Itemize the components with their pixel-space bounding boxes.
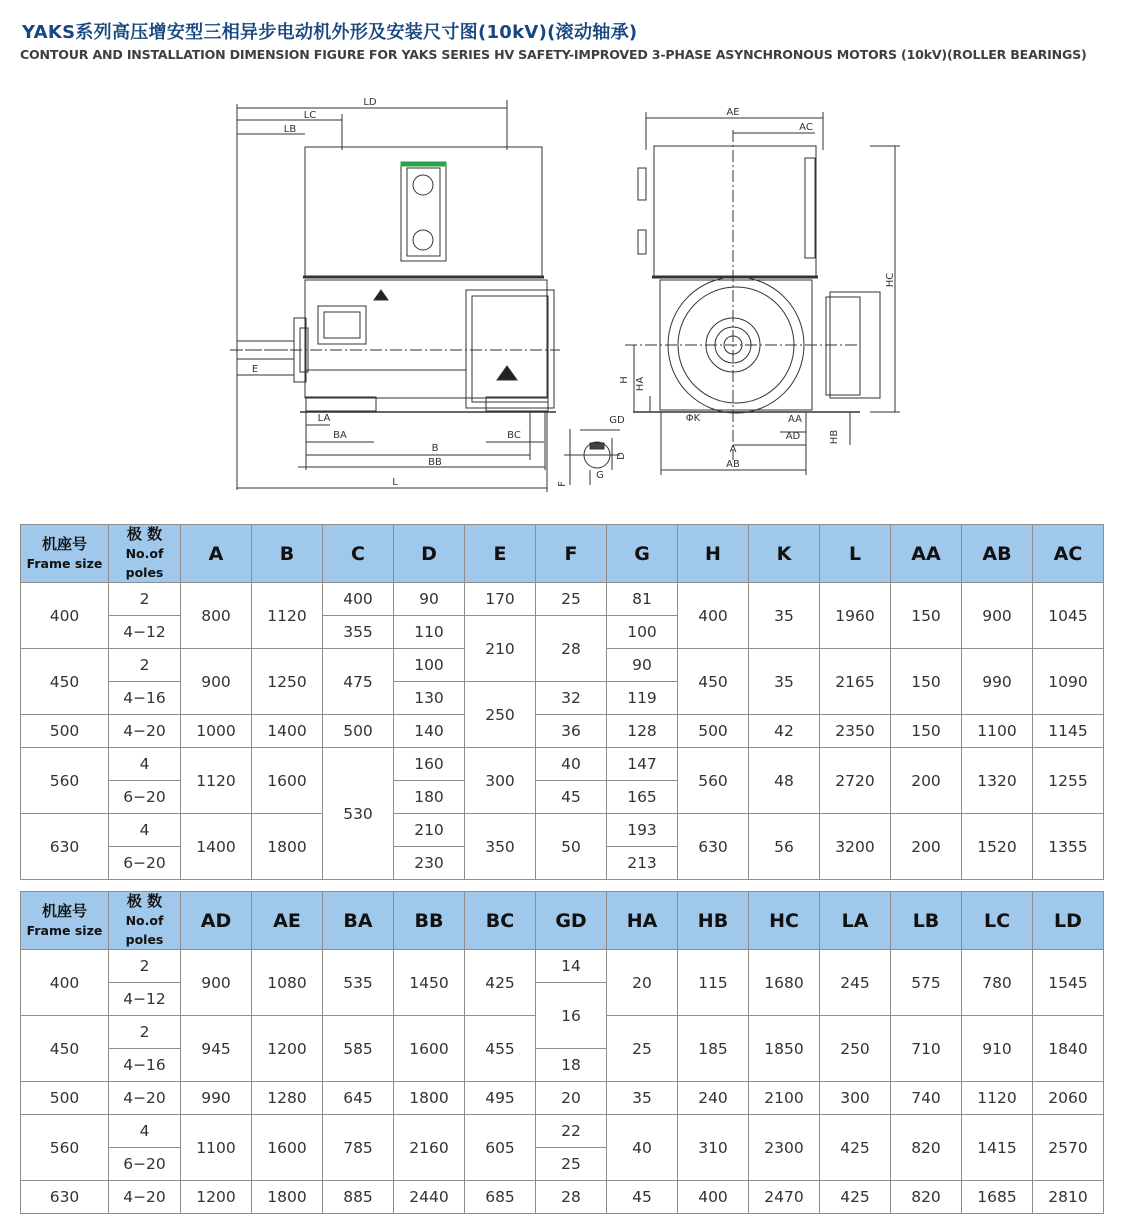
table-cell: 575 xyxy=(891,950,962,1016)
header-a: A xyxy=(181,525,252,583)
table-cell: 14 xyxy=(536,950,607,983)
table-cell: 110 xyxy=(394,616,465,649)
header-ae: AE xyxy=(252,892,323,950)
table-cell: 32 xyxy=(536,682,607,715)
table-cell: 450 xyxy=(678,649,749,715)
table-cell: 1120 xyxy=(252,583,323,649)
table-cell: 1960 xyxy=(820,583,891,649)
table-cell: 90 xyxy=(394,583,465,616)
table-cell: 20 xyxy=(536,1082,607,1115)
table-cell: 245 xyxy=(820,950,891,1016)
table-cell: 128 xyxy=(607,715,678,748)
table-cell: 2100 xyxy=(749,1082,820,1115)
table-row xyxy=(21,583,1104,616)
table-cell: 1680 xyxy=(749,950,820,1016)
terminal-box-end xyxy=(826,297,860,395)
table-cell: 2 xyxy=(109,583,181,616)
table-cell: 36 xyxy=(536,715,607,748)
label-gd: GD xyxy=(609,415,625,426)
table-cell: 475 xyxy=(323,649,394,715)
label-g: G xyxy=(596,470,604,481)
table-cell: 56 xyxy=(749,814,820,880)
title-chinese: YAKS系列高压增安型三相异步电动机外形及安装尺寸图(10kV)(滚动轴承) xyxy=(22,22,638,43)
header-row xyxy=(21,892,1104,950)
table-cell: 400 xyxy=(323,583,394,616)
table-cell: 1600 xyxy=(252,748,323,814)
table-cell: 4−12 xyxy=(109,616,181,649)
label-a: A xyxy=(729,444,737,455)
header-row xyxy=(21,525,1104,583)
table-cell: 400 xyxy=(21,950,109,1016)
header-ac: AC xyxy=(1033,525,1104,583)
table-cell: 119 xyxy=(607,682,678,715)
table-cell: 4−12 xyxy=(109,983,181,1016)
table-cell: 1450 xyxy=(394,950,465,1016)
table-row xyxy=(21,748,1104,781)
table-cell: 2470 xyxy=(749,1181,820,1214)
table-cell: 645 xyxy=(323,1082,394,1115)
table-cell: 1080 xyxy=(252,950,323,1016)
table-cell: 200 xyxy=(891,748,962,814)
table-cell: 28 xyxy=(536,616,607,682)
table-cell: 495 xyxy=(465,1082,536,1115)
table-cell: 450 xyxy=(21,649,109,715)
header-ld: LD xyxy=(1033,892,1104,950)
table-cell: 630 xyxy=(21,814,109,880)
table-cell: 900 xyxy=(962,583,1033,649)
table-cell: 800 xyxy=(181,583,252,649)
header-frame-size-cn: 机座号 xyxy=(41,534,87,553)
table-cell: 2 xyxy=(109,649,181,682)
cooler-box-end xyxy=(654,146,816,276)
table-cell: 18 xyxy=(536,1049,607,1082)
table-cell: 35 xyxy=(749,583,820,649)
table-cell: 40 xyxy=(536,748,607,781)
table-cell: 130 xyxy=(394,682,465,715)
label-ld: LD xyxy=(363,97,377,108)
table-cell: 500 xyxy=(21,1082,109,1115)
table-cell: 400 xyxy=(21,583,109,649)
table-cell: 560 xyxy=(678,748,749,814)
table-cell: 2 xyxy=(109,950,181,983)
table-cell: 35 xyxy=(607,1082,678,1115)
table-cell: 140 xyxy=(394,715,465,748)
header-l: L xyxy=(820,525,891,583)
table-cell: 147 xyxy=(607,748,678,781)
table-cell: 2 xyxy=(109,1016,181,1049)
label-phik: ΦK xyxy=(685,413,701,424)
table-cell: 560 xyxy=(21,748,109,814)
label-ab: AB xyxy=(726,459,740,470)
table-cell: 20 xyxy=(607,950,678,1016)
table-cell: 425 xyxy=(465,950,536,1016)
table-cell: 240 xyxy=(678,1082,749,1115)
header-ba: BA xyxy=(323,892,394,950)
table-cell: 310 xyxy=(678,1115,749,1181)
table-cell: 81 xyxy=(607,583,678,616)
table-cell: 25 xyxy=(607,1016,678,1082)
header-b: B xyxy=(252,525,323,583)
table-cell: 1000 xyxy=(181,715,252,748)
table-cell: 4−16 xyxy=(109,682,181,715)
header-gd: GD xyxy=(536,892,607,950)
table-cell: 2440 xyxy=(394,1181,465,1214)
table-cell: 1145 xyxy=(1033,715,1104,748)
table-cell: 1280 xyxy=(252,1082,323,1115)
motor-dimension-drawing xyxy=(0,80,1143,500)
header-hb: HB xyxy=(678,892,749,950)
table-cell: 210 xyxy=(394,814,465,847)
table-cell: 400 xyxy=(678,1181,749,1214)
label-l: L xyxy=(392,477,398,488)
table-cell: 1545 xyxy=(1033,950,1104,1016)
table-cell: 4−20 xyxy=(109,1181,181,1214)
header-d: D xyxy=(394,525,465,583)
table-cell: 1415 xyxy=(962,1115,1033,1181)
table-cell: 355 xyxy=(323,616,394,649)
terminal-box-side xyxy=(466,290,554,408)
table-cell: 1685 xyxy=(962,1181,1033,1214)
header-k: K xyxy=(749,525,820,583)
table-cell: 425 xyxy=(820,1181,891,1214)
header-f: F xyxy=(536,525,607,583)
header-bb: BB xyxy=(394,892,465,950)
table-cell: 193 xyxy=(607,814,678,847)
table-cell: 400 xyxy=(678,583,749,649)
header-frame-size xyxy=(21,525,109,583)
table-cell: 1250 xyxy=(252,649,323,715)
header-aa: AA xyxy=(891,525,962,583)
table-cell: 4−16 xyxy=(109,1049,181,1082)
label-bb: BB xyxy=(428,457,442,468)
table-cell: 1840 xyxy=(1033,1016,1104,1082)
table-cell: 1320 xyxy=(962,748,1033,814)
table-cell: 455 xyxy=(465,1016,536,1082)
table-cell: 1600 xyxy=(252,1115,323,1181)
table-cell: 425 xyxy=(820,1115,891,1181)
header-poles-cn: 极 数 xyxy=(126,892,163,910)
table-cell: 22 xyxy=(536,1115,607,1148)
table-cell: 170 xyxy=(465,583,536,616)
header-poles-en: No.of poles xyxy=(125,546,164,580)
header-e: E xyxy=(465,525,536,583)
header-frame-size-en: Frame size xyxy=(26,555,103,571)
header-c: C xyxy=(323,525,394,583)
table-cell: 780 xyxy=(962,950,1033,1016)
header-frame-size-en: Frame size xyxy=(26,922,103,938)
table-cell: 100 xyxy=(394,649,465,682)
table-cell: 300 xyxy=(820,1082,891,1115)
table-row xyxy=(21,1181,1104,1214)
label-ac: AC xyxy=(799,122,813,133)
table-cell: 40 xyxy=(607,1115,678,1181)
header-bc: BC xyxy=(465,892,536,950)
header-poles xyxy=(109,892,181,950)
table-cell: 990 xyxy=(962,649,1033,715)
table-cell: 16 xyxy=(536,983,607,1049)
table-cell: 150 xyxy=(891,583,962,649)
table-row xyxy=(21,1115,1104,1148)
table-cell: 885 xyxy=(323,1181,394,1214)
table-cell: 160 xyxy=(394,748,465,781)
header-ab: AB xyxy=(962,525,1033,583)
header-frame-size-cn: 机座号 xyxy=(41,901,87,920)
table-cell: 1800 xyxy=(252,1181,323,1214)
table-cell: 500 xyxy=(323,715,394,748)
table-cell: 2165 xyxy=(820,649,891,715)
label-bc: BC xyxy=(507,430,521,441)
table-cell: 1520 xyxy=(962,814,1033,880)
header-h: H xyxy=(678,525,749,583)
dimension-table-2 xyxy=(20,891,1104,1214)
table-cell: 1355 xyxy=(1033,814,1104,880)
table-cell: 100 xyxy=(607,616,678,649)
table-cell: 585 xyxy=(323,1016,394,1082)
table-cell: 200 xyxy=(891,814,962,880)
label-h: H xyxy=(619,376,630,384)
table-cell: 1200 xyxy=(181,1181,252,1214)
table-cell: 6−20 xyxy=(109,847,181,880)
table-cell: 450 xyxy=(21,1016,109,1082)
table-cell: 90 xyxy=(607,649,678,682)
table-cell: 4 xyxy=(109,748,181,781)
header-ha: HA xyxy=(607,892,678,950)
table-cell: 1120 xyxy=(962,1082,1033,1115)
table-cell: 250 xyxy=(465,682,536,748)
table-cell: 1800 xyxy=(252,814,323,880)
table-cell: 28 xyxy=(536,1181,607,1214)
table-cell: 2060 xyxy=(1033,1082,1104,1115)
table-cell: 990 xyxy=(181,1082,252,1115)
header-la: LA xyxy=(820,892,891,950)
table-cell: 50 xyxy=(536,814,607,880)
table-cell: 710 xyxy=(891,1016,962,1082)
table-cell: 1255 xyxy=(1033,748,1104,814)
table-cell: 1600 xyxy=(394,1016,465,1082)
table-cell: 1200 xyxy=(252,1016,323,1082)
table-cell: 1400 xyxy=(181,814,252,880)
table-cell: 2300 xyxy=(749,1115,820,1181)
table-cell: 900 xyxy=(181,950,252,1016)
table-row xyxy=(21,814,1104,847)
table-cell: 300 xyxy=(465,748,536,814)
table-cell: 150 xyxy=(891,715,962,748)
table-cell: 740 xyxy=(891,1082,962,1115)
table-cell: 535 xyxy=(323,950,394,1016)
table-cell: 165 xyxy=(607,781,678,814)
label-ad: AD xyxy=(785,431,801,442)
table-cell: 560 xyxy=(21,1115,109,1181)
header-lc: LC xyxy=(962,892,1033,950)
table-cell: 500 xyxy=(21,715,109,748)
label-e: E xyxy=(251,364,259,375)
table-cell: 35 xyxy=(749,649,820,715)
table-cell: 25 xyxy=(536,1148,607,1181)
table-row xyxy=(21,950,1104,983)
table-cell: 500 xyxy=(678,715,749,748)
header-poles xyxy=(109,525,181,583)
table-cell: 4−20 xyxy=(109,1082,181,1115)
table-cell: 630 xyxy=(678,814,749,880)
table-cell: 250 xyxy=(820,1016,891,1082)
label-ae: AE xyxy=(726,107,740,118)
label-hc: HC xyxy=(885,272,896,288)
table-cell: 45 xyxy=(607,1181,678,1214)
table-cell: 900 xyxy=(181,649,252,715)
table-cell: 6−20 xyxy=(109,781,181,814)
label-aa: AA xyxy=(788,414,802,425)
header-ad: AD xyxy=(181,892,252,950)
table-cell: 230 xyxy=(394,847,465,880)
table-cell: 2810 xyxy=(1033,1181,1104,1214)
header-frame-size xyxy=(21,892,109,950)
label-lc: LC xyxy=(303,110,317,121)
label-f: F xyxy=(557,481,568,487)
label-la: LA xyxy=(317,413,331,424)
table-cell: 820 xyxy=(891,1115,962,1181)
table-cell: 350 xyxy=(465,814,536,880)
label-hb: HB xyxy=(829,429,840,445)
table-cell: 213 xyxy=(607,847,678,880)
table-cell: 785 xyxy=(323,1115,394,1181)
table-cell: 605 xyxy=(465,1115,536,1181)
table-row xyxy=(21,715,1104,748)
header-poles-cn: 极 数 xyxy=(126,525,163,543)
table-cell: 530 xyxy=(323,748,394,880)
table-cell: 150 xyxy=(891,649,962,715)
table-cell: 630 xyxy=(21,1181,109,1214)
table-cell: 180 xyxy=(394,781,465,814)
table-cell: 2160 xyxy=(394,1115,465,1181)
label-d: D xyxy=(616,452,627,460)
table-cell: 1045 xyxy=(1033,583,1104,649)
header-hc: HC xyxy=(749,892,820,950)
table-cell: 1090 xyxy=(1033,649,1104,715)
table-cell: 1850 xyxy=(749,1016,820,1082)
table-cell: 1100 xyxy=(181,1115,252,1181)
table-row xyxy=(21,1082,1104,1115)
table-cell: 6−20 xyxy=(109,1148,181,1181)
table-cell: 3200 xyxy=(820,814,891,880)
title-english: CONTOUR AND INSTALLATION DIMENSION FIGURE FOR YAKS SERIES HV SAFETY-IMPROVED 3-PHASE ASYNCHRONOUS MOTORS (10kV)(ROLLER BEARINGS) xyxy=(20,47,1087,62)
table-cell: 2720 xyxy=(820,748,891,814)
table-cell: 4 xyxy=(109,814,181,847)
table-cell: 945 xyxy=(181,1016,252,1082)
table-cell: 42 xyxy=(749,715,820,748)
table-cell: 685 xyxy=(465,1181,536,1214)
table-cell: 25 xyxy=(536,583,607,616)
table-cell: 1120 xyxy=(181,748,252,814)
table-cell: 1100 xyxy=(962,715,1033,748)
table-cell: 210 xyxy=(465,616,536,682)
table-cell: 2350 xyxy=(820,715,891,748)
table-cell: 4 xyxy=(109,1115,181,1148)
table-cell: 4−20 xyxy=(109,715,181,748)
table-cell: 910 xyxy=(962,1016,1033,1082)
label-b: B xyxy=(431,443,439,454)
table-cell: 820 xyxy=(891,1181,962,1214)
header-g: G xyxy=(607,525,678,583)
table-cell: 48 xyxy=(749,748,820,814)
label-lb: LB xyxy=(283,124,297,135)
table-cell: 1400 xyxy=(252,715,323,748)
header-lb: LB xyxy=(891,892,962,950)
label-ba: BA xyxy=(333,430,347,441)
table-cell: 45 xyxy=(536,781,607,814)
header-poles-en: No.of poles xyxy=(125,913,164,947)
dimension-table-1 xyxy=(20,524,1104,880)
table-cell: 2570 xyxy=(1033,1115,1104,1181)
table-cell: 185 xyxy=(678,1016,749,1082)
table-cell: 1800 xyxy=(394,1082,465,1115)
table-cell: 115 xyxy=(678,950,749,1016)
label-ha: HA xyxy=(635,376,646,392)
